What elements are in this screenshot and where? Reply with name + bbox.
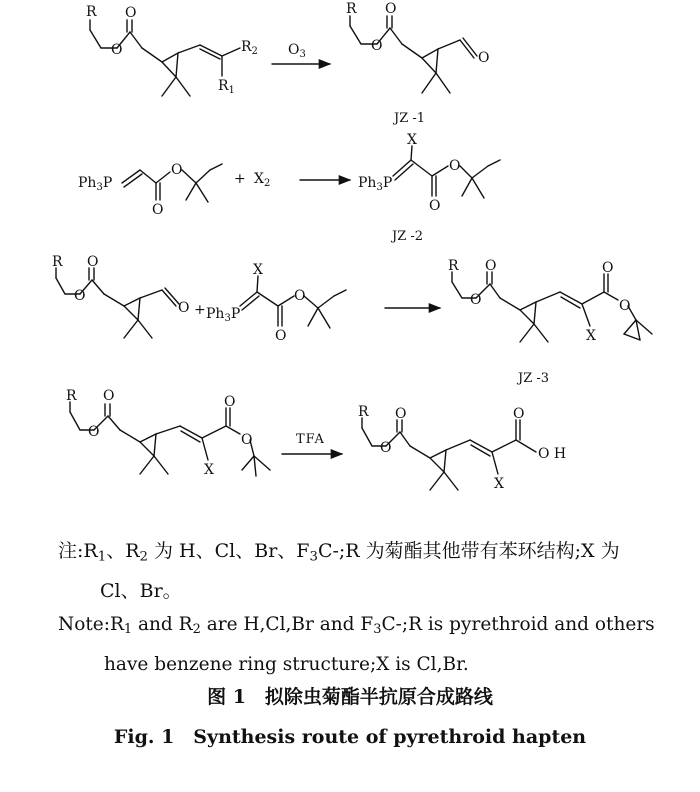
plus-sign: + — [234, 171, 246, 187]
ph3p-label: $Ph_3P$ — [78, 175, 113, 193]
o-label: O — [449, 158, 461, 174]
product-jz3-label: JZ -3 — [518, 371, 550, 386]
o-label: O — [87, 254, 99, 270]
oh-label: O H — [538, 446, 567, 462]
x-label: X — [586, 328, 596, 344]
plus-sign: + — [194, 302, 206, 318]
note-en-line2: have benzene ring structure;X is Cl,Br. — [104, 654, 469, 675]
o-label: O — [88, 424, 100, 440]
ylide-jz2 — [240, 276, 346, 328]
tfa-reagent: TFA — [296, 432, 325, 447]
r1-label: $R_1$ — [218, 78, 235, 96]
o-label: O — [294, 288, 306, 304]
o-label: O — [103, 388, 115, 404]
note-en-line1: $Note:R_1$ and $R_2$ are H,Cl,Br and $F_3C-;R$ is pyrethroid and others — [58, 614, 655, 638]
o-label: O — [485, 258, 497, 274]
product-jz2 — [393, 146, 500, 198]
o-label: O — [178, 300, 190, 316]
note-cn-line1: 注$:R_1$、$R_2$ 为 H、Cl、Br、$F_3C-;R$ 为菊酯其他带有苯环结构;X 为 — [58, 540, 620, 565]
halogen-reagent: $X_2$ — [254, 171, 271, 189]
o-label: O — [125, 5, 137, 21]
o-label: O — [513, 406, 525, 422]
ph3p-label: $Ph_3P$ — [206, 306, 241, 324]
x-label: X — [407, 132, 417, 148]
o-label: O — [380, 440, 392, 456]
product-jz1 — [350, 16, 477, 93]
o-label: O — [619, 298, 631, 314]
o-label: O — [275, 328, 287, 344]
x-label: X — [494, 476, 504, 492]
o-label: O — [429, 198, 441, 214]
o-label: O — [111, 42, 123, 58]
caption-en: Fig. 1 Synthesis route of pyrethroid hapten — [113, 726, 587, 748]
o-label: O — [395, 406, 407, 422]
ph3p-label: $Ph_3P$ — [358, 175, 393, 193]
r-label: R — [52, 254, 63, 270]
o-label: O — [470, 292, 482, 308]
caption-cn: 图 1 拟除虫菊酯半抗原合成路线 — [207, 686, 493, 708]
o-label: O — [478, 50, 490, 66]
o-label: O — [74, 288, 86, 304]
note-cn-line2: Cl、Br。 — [100, 580, 182, 602]
r-label: R — [358, 404, 369, 420]
r-label: R — [346, 1, 357, 17]
r2-label: $R_2$ — [241, 39, 258, 57]
ozone-reagent: $O_3$ — [288, 42, 306, 60]
ester-jz3 — [70, 402, 270, 476]
o-label: O — [385, 1, 397, 17]
product-jz1-label: JZ -1 — [394, 111, 426, 126]
o-label: O — [602, 260, 614, 276]
r-label: R — [86, 4, 97, 20]
r-label: R — [448, 258, 459, 274]
o-label: O — [152, 202, 164, 218]
o-label: O — [224, 394, 236, 410]
product-jz2-label: JZ -2 — [392, 229, 424, 244]
o-label: O — [241, 432, 253, 448]
r-label: R — [66, 388, 77, 404]
x-label: X — [253, 262, 263, 278]
o-label: O — [171, 162, 183, 178]
o-label: O — [371, 38, 383, 54]
x-label: X — [204, 462, 214, 478]
